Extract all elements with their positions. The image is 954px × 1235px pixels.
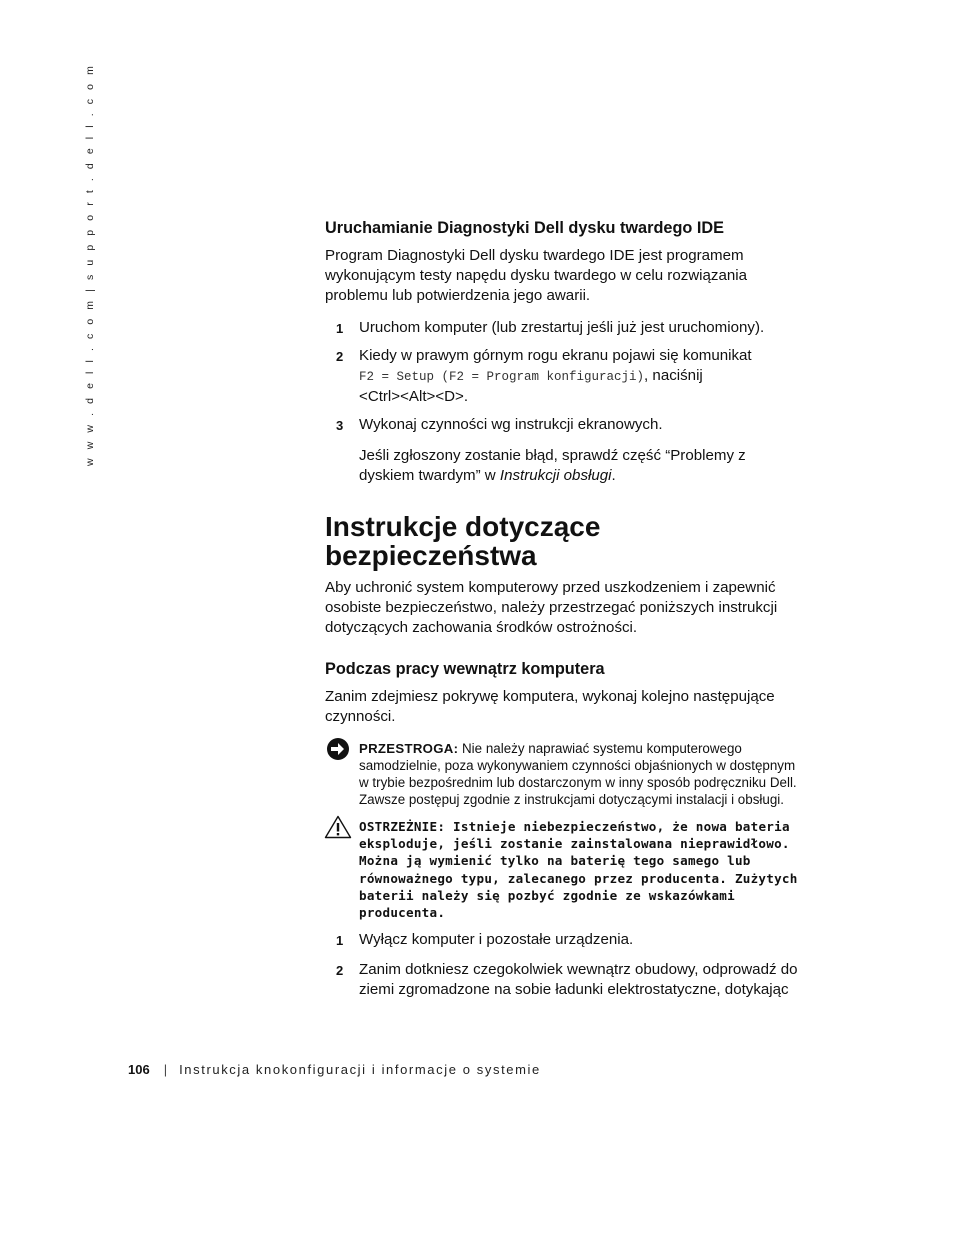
step-text <box>359 960 819 1000</box>
footer-separator: | <box>163 1062 168 1077</box>
title-line: Instrukcje dotyczące <box>325 511 601 542</box>
section-heading-diagnostics: Uruchamianie Diagnostyki Dell dysku twardego IDE <box>325 219 724 237</box>
warning-note <box>359 818 819 921</box>
text-line: w trybie bezpośrednim lub dostarczonym w inny sposób podręczniku Dell. <box>359 775 797 790</box>
text-line: Zawsze postępuj zgodnie z instrukcjami dotyczącymi instalacji i obsługi. <box>359 792 784 807</box>
subheading-inside-computer: Podczas pracy wewnątrz komputera <box>325 660 605 678</box>
sidebar-url-text: w w w . d e l l . c o m | s u p p o r t . d e l l . c o m <box>84 63 96 466</box>
text-line: osobiste bezpieczeństwo, należy przestrzegać poniższych instrukcji <box>325 599 778 616</box>
text-line: samodzielnie, poza wykonywaniem czynności objaśnionych w dostępnym <box>359 758 796 773</box>
caution-arrow-icon <box>326 737 350 766</box>
text-line: problemu lub potwierdzenia jego awarii. <box>325 287 591 304</box>
step-number: 3 <box>336 418 344 433</box>
text-line: eksploduje, jeśli zostanie zainstalowana nieprawidłowo. <box>359 836 790 852</box>
intro-paragraph <box>325 246 820 306</box>
manual-title: Instrukcji obsługi <box>499 467 612 484</box>
text-line <box>359 366 819 387</box>
step-number: 2 <box>336 349 344 364</box>
step-number: 2 <box>336 963 344 978</box>
text-line <box>359 740 819 757</box>
text-line: Można ją wymienić tylko na baterię tego samego lub <box>359 853 751 869</box>
warning-triangle-icon <box>324 815 352 844</box>
text-line: Kiedy w prawym górnym rogu ekranu pojawi się komunikat <box>359 347 752 364</box>
step-text: Wykonaj czynności wg instrukcji ekranowych. <box>359 416 663 433</box>
text-fragment: . <box>611 467 616 484</box>
caution-note <box>359 740 819 808</box>
subsection-intro <box>325 687 820 727</box>
text-line: Zanim zdejmiesz pokrywę komputera, wykonaj kolejno następujące <box>325 688 775 705</box>
step-number: 1 <box>336 933 344 948</box>
text-line: dotyczących zachowania środków ostrożności. <box>325 619 638 636</box>
page-footer <box>128 1062 541 1077</box>
step-text: Wyłącz komputer i pozostałe urządzenia. <box>359 931 634 948</box>
caution-label: PRZESTROGA: <box>359 741 459 756</box>
text-line <box>359 466 819 486</box>
text-fragment: dyskiem twardym” w <box>359 467 500 484</box>
text-fragment: Istnieje niebezpieczeństwo, że nowa bateria <box>453 819 790 834</box>
text-fragment: , naciśnij <box>644 367 703 384</box>
text-line: Aby uchronić system komputerowy przed uszkodzeniem i zapewnić <box>325 579 776 596</box>
safety-intro <box>325 578 820 638</box>
text-line: <Ctrl><Alt><D>. <box>359 388 469 405</box>
step-text: Uruchom komputer (lub zrestartuj jeśli już jest uruchomiony). <box>359 319 765 336</box>
page-number: 106 <box>128 1062 150 1077</box>
text-line: Program Diagnostyki Dell dysku twardego IDE jest programem <box>325 247 744 264</box>
step-note <box>359 446 819 486</box>
text-line: producenta. <box>359 905 446 921</box>
text-line: czynności. <box>325 708 396 725</box>
text-line: wykonującym testy napędu dysku twardego w celu rozwiązania <box>325 267 747 284</box>
text-line: Zanim dotkniesz czegokolwiek wewnątrz obudowy, odprowadź do <box>359 961 798 978</box>
footer-title: Instrukcja knokonfiguracji i informacje o systemie <box>179 1062 541 1077</box>
page-title <box>325 512 820 570</box>
text-line: Jeśli zgłoszony zostanie błąd, sprawdź część “Problemy z <box>359 447 746 464</box>
text-fragment: Nie należy naprawiać systemu komputerowego <box>462 741 742 756</box>
text-line: równoważnego typu, zalecanego przez producenta. Zużytych <box>359 870 798 886</box>
sidebar-url <box>84 63 98 466</box>
step-text <box>359 346 819 407</box>
text-line: ziemi zgromadzone na sobie ładunki elektrostatyczne, dotykając <box>359 981 789 998</box>
text-line: baterii należy się pozbyć zgodnie ze wskazówkami <box>359 887 735 903</box>
step-number: 1 <box>336 321 344 336</box>
text-line <box>359 818 819 835</box>
warning-label: OSTRZEŻNIE: <box>359 819 446 834</box>
setup-message-code: F2 = Setup (F2 = Program konfiguracji) <box>359 370 645 384</box>
title-line: bezpieczeństwa <box>325 540 537 571</box>
